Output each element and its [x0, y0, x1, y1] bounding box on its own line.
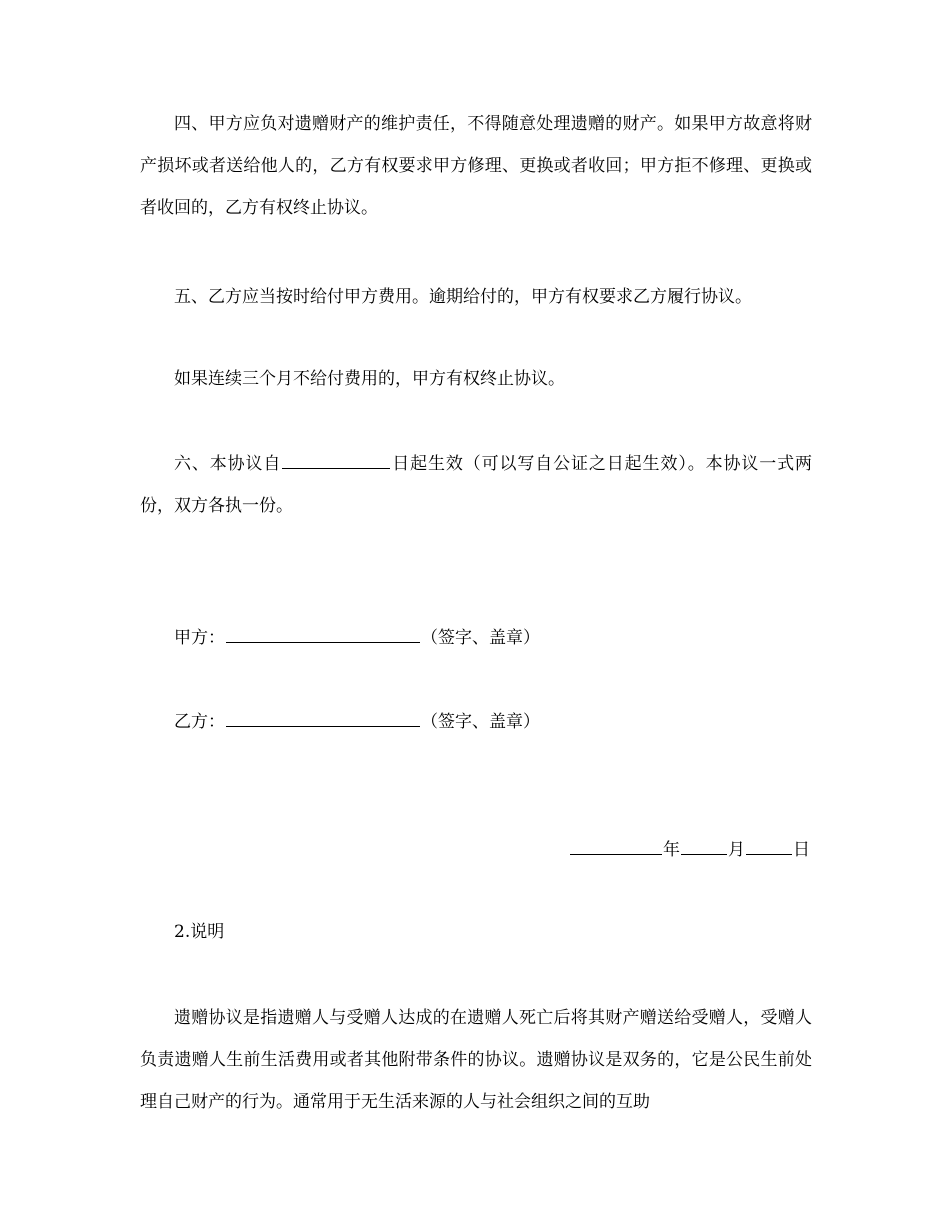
- party-a-label: 甲方：: [174, 628, 225, 648]
- clause-5-continuation: 如果连续三个月不给付费用的，甲方有权终止协议。: [174, 369, 565, 389]
- day-label: 日: [793, 840, 810, 860]
- signing-date-line: [569, 836, 810, 862]
- party-b-label: 乙方：: [174, 712, 225, 732]
- year-label: 年: [663, 840, 680, 860]
- effective-date-blank[interactable]: [282, 450, 390, 469]
- clause-6-suffix: 日起生效（可以写自公证之日起生效）。本协议一式两份，双方各执一份。: [140, 454, 813, 516]
- party-b-signature-blank[interactable]: [226, 708, 420, 727]
- clause-4-paragraph: 四、甲方应负对遗赠财产的维护责任，不得随意处理遗赠的财产。如果甲方故意将财产损坏或者送给他人的，乙方有权要求甲方修理、更换或者收回；甲方拒不修理、更换或者收回的，乙方有权终止协议。: [140, 114, 812, 218]
- party-a-signature-line: [174, 624, 540, 650]
- month-label: 月: [728, 840, 745, 860]
- party-b-suffix: （签字、盖章）: [421, 712, 540, 732]
- month-blank[interactable]: [681, 836, 727, 855]
- explanation-paragraph: 遗赠协议是指遗赠人与受赠人达成的在遗赠人死亡后将其财产赠送给受赠人，受赠人负责遗赠人生前生活费用或者其他附带条件的协议。遗赠协议是双务的，它是公民生前处理自己财产的行为。通常用于无生活来源的人与社会组织之间的互助: [140, 1008, 812, 1112]
- section-heading: 2.说明: [174, 922, 225, 942]
- party-a-signature-blank[interactable]: [226, 624, 420, 643]
- year-blank[interactable]: [570, 836, 662, 855]
- clause-6-paragraph: [140, 443, 812, 527]
- day-blank[interactable]: [746, 836, 792, 855]
- clause-6-prefix: 六、本协议自: [174, 454, 282, 474]
- party-a-suffix: （签字、盖章）: [421, 628, 540, 648]
- clause-5-paragraph: 五、乙方应当按时给付甲方费用。逾期给付的，甲方有权要求乙方履行协议。: [174, 287, 752, 307]
- party-b-signature-line: [174, 708, 540, 734]
